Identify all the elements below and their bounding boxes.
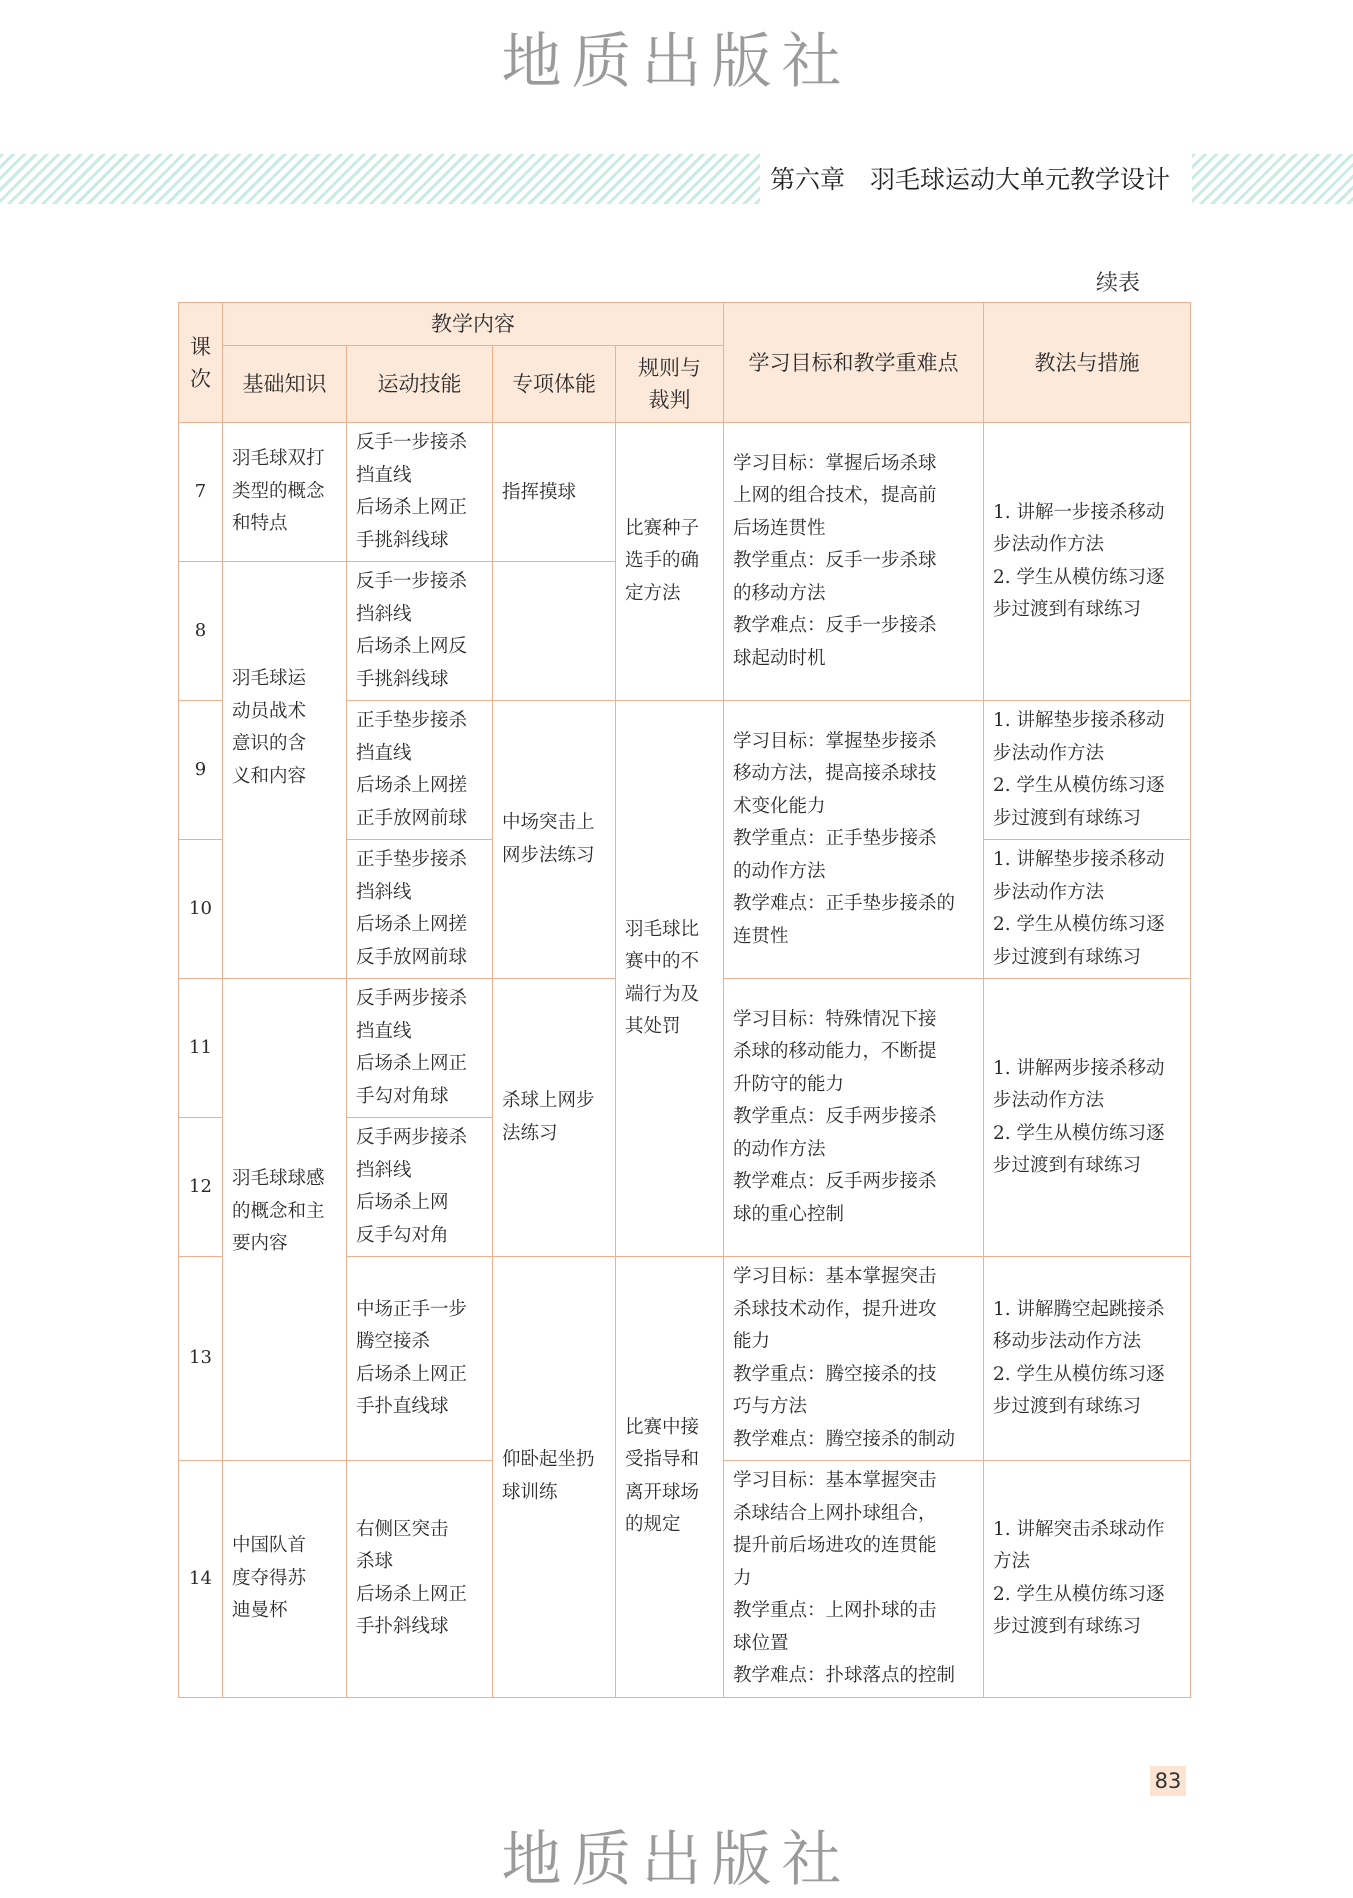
- cell-text-line: 杀球结合上网扑球组合，: [733, 1502, 937, 1524]
- cell-text-line: 中场正手一步: [356, 1298, 468, 1320]
- lesson-plan-table: [178, 302, 1191, 1698]
- cell-text-line: 学习目标：掌握后场杀球: [733, 452, 937, 474]
- cell-text-line: 的移动方法: [733, 582, 826, 604]
- cell-text-line: 正手放网前球: [356, 807, 468, 829]
- header-objectives: 学习目标和教学重难点: [724, 303, 984, 423]
- methods-cell: [984, 840, 1191, 979]
- lesson-number: 13: [179, 1257, 223, 1461]
- header-rules: [616, 346, 724, 423]
- objectives-cell: [724, 423, 984, 701]
- cell-text-line: 球位置: [733, 1632, 789, 1654]
- cell-text-line: 指挥摸球: [502, 482, 577, 503]
- cell-text-line: 杀球技术动作，提升进攻: [733, 1298, 937, 1320]
- cell-text-line: 教学重点：反手两步接杀: [733, 1106, 937, 1128]
- cell-text-line: 中场突击上: [502, 812, 595, 833]
- watermark-top: 地质出版社: [501, 27, 852, 97]
- fitness-cell-empty: [493, 562, 616, 701]
- cell-text-line: 羽毛球双打: [232, 448, 325, 470]
- objectives-cell: [724, 701, 984, 979]
- cell-text-line: 后场连贯性: [733, 517, 826, 539]
- methods-cell: [984, 423, 1191, 701]
- header-stripe-left: [0, 154, 760, 204]
- cell-text-line: 比赛中接: [625, 1416, 700, 1438]
- cell-text-line: 步法动作方法: [993, 742, 1105, 764]
- cell-text-line: 和特点: [232, 513, 288, 535]
- objectives-cell: [724, 1461, 984, 1698]
- cell-text-line: 度夺得苏: [232, 1567, 307, 1589]
- cell-text-line: 后场杀上网正: [356, 1583, 468, 1605]
- cell-text-line: 力: [733, 1567, 752, 1589]
- skill-cell: [347, 562, 493, 701]
- page-number: 83: [1150, 1766, 1186, 1796]
- cell-text-line: 杀球: [356, 1551, 394, 1573]
- cell-text-line: 的规定: [625, 1514, 681, 1536]
- cell-text-line: 要内容: [232, 1233, 288, 1254]
- cell-text-line: 羽毛球比: [625, 918, 700, 940]
- rules-cell: [616, 423, 724, 701]
- chapter-title: 第六章 羽毛球运动大单元教学设计: [770, 165, 1171, 194]
- cell-text-line: 步法动作方法: [993, 1090, 1105, 1111]
- fitness-cell: [493, 701, 616, 979]
- cell-text-line: 反手两步接杀: [356, 988, 468, 1009]
- cell-text-line: 步过渡到有球练习: [993, 1155, 1142, 1176]
- cell-text-line: 手扑斜线球: [356, 1616, 449, 1638]
- cell-text-line: 后场杀上网: [356, 1192, 449, 1213]
- cell-text-line: 课: [190, 334, 211, 359]
- cell-text-line: 2. 学生从模仿练习逐: [993, 775, 1165, 796]
- cell-text-line: 的动作方法: [733, 860, 826, 882]
- cell-text-line: 1. 讲解一步接杀移动: [993, 501, 1165, 523]
- cell-text-line: 后场杀上网反: [356, 636, 468, 657]
- cell-text-line: 杀球上网步: [502, 1090, 595, 1111]
- skill-cell: [347, 979, 493, 1118]
- methods-cell: [984, 1461, 1191, 1698]
- cell-text-line: 羽毛球球感: [232, 1168, 325, 1189]
- lesson-number: 14: [179, 1461, 223, 1698]
- cell-text-line: 2. 学生从模仿练习逐: [993, 1363, 1165, 1385]
- cell-text-line: 意识的含: [232, 733, 307, 754]
- cell-text-line: 2. 学生从模仿练习逐: [993, 1122, 1165, 1144]
- cell-text-line: 挡斜线: [356, 1159, 412, 1181]
- cell-text-line: 上网的组合技术，提高前: [733, 485, 937, 507]
- cell-text-line: 规则与: [638, 356, 701, 380]
- header-row-1: [179, 303, 1191, 346]
- continued-label: 续表: [1096, 271, 1141, 296]
- cell-text-line: 仰卧起坐扔: [502, 1449, 595, 1471]
- cell-text-line: 学习目标：基本掌握突击: [733, 1266, 937, 1287]
- cell-text-line: 教学重点：正手垫步接杀: [733, 828, 937, 850]
- cell-text-line: 2. 学生从模仿练习逐: [993, 914, 1165, 935]
- cell-text-line: 反手一步接杀: [356, 571, 468, 592]
- cell-text-line: 球起动时机: [733, 647, 826, 669]
- cell-text-line: 比赛种子: [625, 517, 700, 539]
- cell-text-line: 术变化能力: [733, 795, 826, 817]
- cell-text-line: 1. 讲解垫步接杀移动: [993, 710, 1165, 731]
- cell-text-line: 后场杀上网正: [356, 1053, 468, 1074]
- cell-text-line: 教学重点：反手一步杀球: [733, 550, 937, 572]
- rules-cell: [616, 701, 724, 1257]
- table-row: [179, 423, 1191, 562]
- cell-text-line: 教学重点：上网扑球的击: [733, 1600, 937, 1621]
- cell-text-line: 1. 讲解两步接杀移动: [993, 1057, 1165, 1079]
- watermark-bottom: 地质出版社: [501, 1825, 852, 1895]
- skill-cell: [347, 1461, 493, 1698]
- lesson-number: 7: [179, 423, 223, 562]
- header-special-fitness: 专项体能: [493, 346, 616, 423]
- knowledge-cell: [223, 423, 347, 562]
- fitness-cell: [493, 979, 616, 1257]
- cell-text-line: 正手垫步接杀: [356, 849, 468, 870]
- cell-text-line: 义和内容: [232, 765, 307, 787]
- header-lesson-no: [179, 303, 223, 423]
- cell-text-line: 赛中的不: [625, 951, 700, 972]
- methods-cell: [984, 1257, 1191, 1461]
- cell-text-line: 1. 讲解突击杀球动作: [993, 1518, 1165, 1540]
- cell-text-line: 2. 学生从模仿练习逐: [993, 566, 1165, 588]
- cell-text-line: 学习目标：基本掌握突击: [733, 1470, 937, 1491]
- lesson-number: 10: [179, 840, 223, 979]
- cell-text-line: 步过渡到有球练习: [993, 807, 1142, 829]
- cell-text-line: 手挑斜线球: [356, 668, 449, 690]
- header-teaching-content: 教学内容: [223, 303, 724, 346]
- cell-text-line: 次: [190, 366, 211, 391]
- cell-text-line: 球的重心控制: [733, 1203, 845, 1225]
- cell-text-line: 教学难点：正手垫步接杀的: [733, 893, 956, 915]
- knowledge-cell: [223, 1461, 347, 1698]
- cell-text-line: 的动作方法: [733, 1138, 826, 1160]
- cell-text-line: 挡直线: [356, 1020, 412, 1042]
- cell-text-line: 步过渡到有球练习: [993, 1396, 1142, 1417]
- cell-text-line: 步过渡到有球练习: [993, 599, 1142, 620]
- cell-text-line: 其处罚: [625, 1016, 681, 1037]
- cell-text-line: 移动方法，提高接杀球技: [733, 763, 937, 785]
- methods-cell: [984, 979, 1191, 1257]
- cell-text-line: 挡斜线: [356, 603, 412, 625]
- cell-text-line: 步过渡到有球练习: [993, 1616, 1142, 1638]
- rules-cell: [616, 1257, 724, 1698]
- cell-text-line: 反手一步接杀: [356, 432, 468, 453]
- cell-text-line: 1. 讲解垫步接杀移动: [993, 849, 1165, 870]
- methods-cell: [984, 701, 1191, 840]
- cell-text-line: 端行为及: [625, 983, 700, 1005]
- cell-text-line: 教学难点：反手一步接杀: [733, 615, 937, 637]
- cell-text-line: 能力: [733, 1331, 771, 1352]
- cell-text-line: 后场杀上网搓: [356, 775, 468, 796]
- cell-text-line: 类型的概念: [232, 480, 325, 502]
- cell-text-line: 巧与方法: [733, 1396, 808, 1417]
- knowledge-cell: [223, 562, 347, 979]
- cell-text-line: 后场杀上网正: [356, 497, 468, 518]
- lesson-number: 11: [179, 979, 223, 1118]
- cell-text-line: 1. 讲解腾空起跳接杀: [993, 1298, 1165, 1320]
- cell-text-line: 的概念和主: [232, 1200, 325, 1222]
- cell-text-line: 方法: [993, 1551, 1031, 1573]
- fitness-cell: [493, 1257, 616, 1698]
- cell-text-line: 手挑斜线球: [356, 529, 449, 551]
- cell-text-line: 定方法: [625, 582, 681, 604]
- cell-text-line: 迪曼杯: [232, 1600, 288, 1621]
- cell-text-line: 离开球场: [625, 1481, 700, 1503]
- skill-cell: [347, 1257, 493, 1461]
- cell-text-line: 杀球的移动能力，不断提: [733, 1041, 937, 1063]
- knowledge-cell: [223, 979, 347, 1461]
- objectives-cell: [724, 979, 984, 1257]
- cell-text-line: 中国队首: [232, 1535, 307, 1556]
- cell-text-line: 后场杀上网搓: [356, 914, 468, 935]
- header-stripe-right: [1192, 154, 1353, 204]
- cell-text-line: 连贯性: [733, 925, 789, 947]
- fitness-cell: [493, 423, 616, 562]
- objectives-cell: [724, 1257, 984, 1461]
- skill-cell: [347, 423, 493, 562]
- cell-text-line: 法练习: [502, 1122, 558, 1144]
- lesson-number: 12: [179, 1118, 223, 1257]
- cell-text-line: 腾空接杀: [356, 1331, 431, 1352]
- cell-text-line: 反手勾对角: [356, 1224, 449, 1246]
- cell-text-line: 学习目标：特殊情况下接: [733, 1008, 937, 1030]
- cell-text-line: 2. 学生从模仿练习逐: [993, 1583, 1165, 1605]
- header-motor-skills: 运动技能: [347, 346, 493, 423]
- cell-text-line: 动员战术: [232, 700, 307, 722]
- cell-text-line: 反手两步接杀: [356, 1127, 468, 1148]
- cell-text-line: 步过渡到有球练习: [993, 946, 1142, 968]
- skill-cell: [347, 701, 493, 840]
- cell-text-line: 后场杀上网正: [356, 1363, 468, 1385]
- cell-text-line: 教学难点：扑球落点的控制: [733, 1665, 956, 1686]
- cell-text-line: 学习目标：掌握垫步接杀: [733, 730, 937, 752]
- cell-text-line: 教学难点：反手两步接杀: [733, 1171, 937, 1193]
- cell-text-line: 挡斜线: [356, 881, 412, 903]
- cell-text-line: 球训练: [502, 1481, 558, 1503]
- cell-text-line: 教学难点：腾空接杀的制动: [733, 1428, 956, 1450]
- cell-text-line: 手扑直线球: [356, 1396, 449, 1417]
- cell-text-line: 右侧区突击: [356, 1518, 449, 1540]
- cell-text-line: 提升前后场进攻的连贯能: [733, 1535, 937, 1556]
- cell-text-line: 步法动作方法: [993, 881, 1105, 903]
- cell-text-line: 挡直线: [356, 464, 412, 486]
- cell-text-line: 裁判: [648, 388, 691, 412]
- header-methods: 教法与措施: [984, 303, 1191, 423]
- cell-text-line: 反手放网前球: [356, 946, 468, 968]
- skill-cell: [347, 1118, 493, 1257]
- cell-text-line: 网步法练习: [502, 844, 595, 866]
- cell-text-line: 挡直线: [356, 742, 412, 764]
- cell-text-line: 升防守的能力: [733, 1073, 845, 1095]
- skill-cell: [347, 840, 493, 979]
- cell-text-line: 步法动作方法: [993, 534, 1105, 555]
- cell-text-line: 受指导和: [625, 1449, 700, 1471]
- cell-text-line: 正手垫步接杀: [356, 710, 468, 731]
- cell-text-line: 手勾对角球: [356, 1085, 449, 1107]
- lesson-number: 9: [179, 701, 223, 840]
- lesson-number: 8: [179, 562, 223, 701]
- cell-text-line: 选手的确: [625, 550, 700, 572]
- cell-text-line: 教学重点：腾空接杀的技: [733, 1363, 937, 1385]
- cell-text-line: 羽毛球运: [232, 668, 307, 689]
- cell-text-line: 移动步法动作方法: [993, 1331, 1142, 1352]
- header-basic-knowledge: 基础知识: [223, 346, 347, 423]
